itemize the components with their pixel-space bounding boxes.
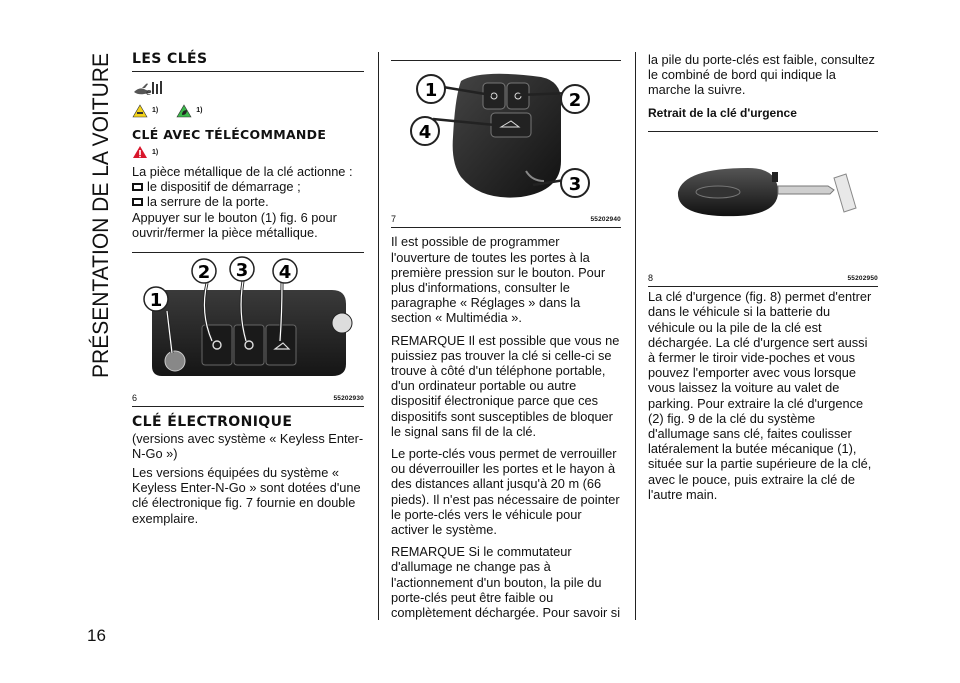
figure-caption: [391, 212, 621, 227]
warning-ref: 1): [196, 107, 203, 115]
callout-label: 3: [235, 260, 249, 282]
side-section-title: [82, 30, 118, 378]
list-item-text: le dispositif de démarrage ;: [147, 179, 301, 195]
callout-label: 4: [278, 262, 292, 284]
callout-label: 1: [149, 290, 163, 312]
paragraph: La pièce métallique de la clé actionne :: [132, 164, 353, 180]
figure-caption: [648, 271, 878, 286]
list-item: [132, 194, 364, 209]
page-number: 16: [87, 626, 106, 645]
figure-number: 7: [391, 214, 397, 225]
column-2: [391, 52, 621, 620]
figure-rule: [391, 227, 621, 228]
key-warning-icon: [132, 104, 148, 118]
section-heading: CLÉ ÉLECTRONIQUE: [132, 414, 293, 431]
key-bullet-icon: [132, 198, 143, 206]
heading-rule: [132, 71, 364, 72]
figure-6: [132, 253, 364, 406]
paragraph: La clé d'urgence (fig. 8) permet d'entrer dans le véhicule si la batterie du véhicule ou la pile de la clé est déchargée. La clé d'urgence sert aussi à fermer le tiroir vide-poches et vous pouvez l'emporter avec vous lorsque vous laissez la voiture au valet de parking. Pour extraire la clé d'urgence (2) fig. 9 de la clé du système d'allumage sans clé, faites coulisser latéralement la butée mécanique (1), située sur la partie supérieure de la clé, avec le pouce, puis extraire la clé de l'autre main.: [648, 289, 872, 502]
callout-label: 4: [418, 122, 432, 143]
column-3: [648, 52, 878, 502]
key-bullet-icon: [132, 183, 143, 191]
sub-heading: CLÉ AVEC TÉLÉCOMMANDE: [132, 126, 327, 142]
warning-ref: 1): [152, 107, 159, 115]
figure-number: 8: [648, 273, 654, 284]
section-heading: LES CLÉS: [132, 51, 208, 67]
svg-text:e: e: [146, 88, 152, 99]
column-divider: [635, 52, 636, 620]
column-1: [132, 52, 364, 526]
flip-key-illustration: [132, 253, 364, 388]
paragraph: REMARQUE Il est possible que vous ne puissiez pas trouver la clé si celle-ci se trouve à côté d'un téléphone portable, d'un ordinateur portable ou autre dispositif électronique parce que ces dispositifs sont susceptibles de bloquer le signal sans fil de la clé.: [391, 332, 620, 439]
figure-8: [648, 132, 878, 286]
sub-heading: Retrait de la clé d'urgence: [648, 105, 797, 120]
figure-7: [391, 61, 621, 227]
list-item-text: la serrure de la porte.: [147, 194, 269, 210]
emergency-key-illustration: [648, 132, 878, 272]
paragraph: Appuyer sur le bouton (1) fig. 6 pour ouvrir/fermer la pièce métallique.: [132, 209, 337, 240]
paragraph: la pile du porte-clés est faible, consultez le combiné de bord qui indique la marche la suivre.: [648, 52, 875, 98]
column-divider: [378, 52, 379, 620]
figure-rule: [132, 406, 364, 407]
figure-code: 55202940: [590, 216, 621, 224]
figure-code: 55202950: [847, 275, 878, 283]
smart-key-illustration: [391, 61, 621, 209]
paragraph: Il est possible de programmer l'ouverture de toutes les portes à la première pression sur le bouton. Pour plus d'informations, consulter le paragraphe « Réglages » dans la section « Multimédia ».: [391, 234, 606, 326]
hand-wifi-icon: [132, 78, 364, 101]
warning-refs: [132, 103, 364, 118]
callout-label: 3: [568, 174, 582, 195]
paragraph: (versions avec système « Keyless Enter-N-Go »): [132, 430, 364, 461]
figure-caption: [132, 391, 364, 406]
warning-ref: 1): [152, 148, 159, 156]
caution-ref: [132, 145, 364, 160]
paragraph: Les versions équipées du système « Keyless Enter-N-Go » sont dotées d'une clé électronique fig. 7 fournie en double exemplaire.: [132, 465, 361, 526]
figure-number: 6: [132, 393, 138, 404]
side-title-text: PRÉSENTATION DE LA VOITURE: [88, 30, 113, 378]
caution-icon: [132, 145, 148, 159]
list-item: [132, 179, 364, 194]
callout-label: 2: [568, 90, 582, 111]
paragraph: Le porte-clés vous permet de verrouiller ou déverrouiller les portes et le hayon à des distances allant jusqu'à 20 m (66 pieds). Il n'est pas nécessaire de pointer le porte-clés vers le véhicule pour activer le système.: [391, 446, 620, 538]
callout-label: 2: [197, 262, 211, 284]
figure-code: 55202930: [333, 395, 364, 403]
callout-label: 1: [424, 80, 438, 101]
leaf-warning-icon: [176, 104, 192, 118]
figure-rule: [648, 286, 878, 287]
paragraph: REMARQUE Si le commutateur d'allumage ne change pas à l'actionnement d'un bouton, la pile du porte-clés peut être faible ou complètement déchargée. Pour savoir si: [391, 544, 621, 621]
